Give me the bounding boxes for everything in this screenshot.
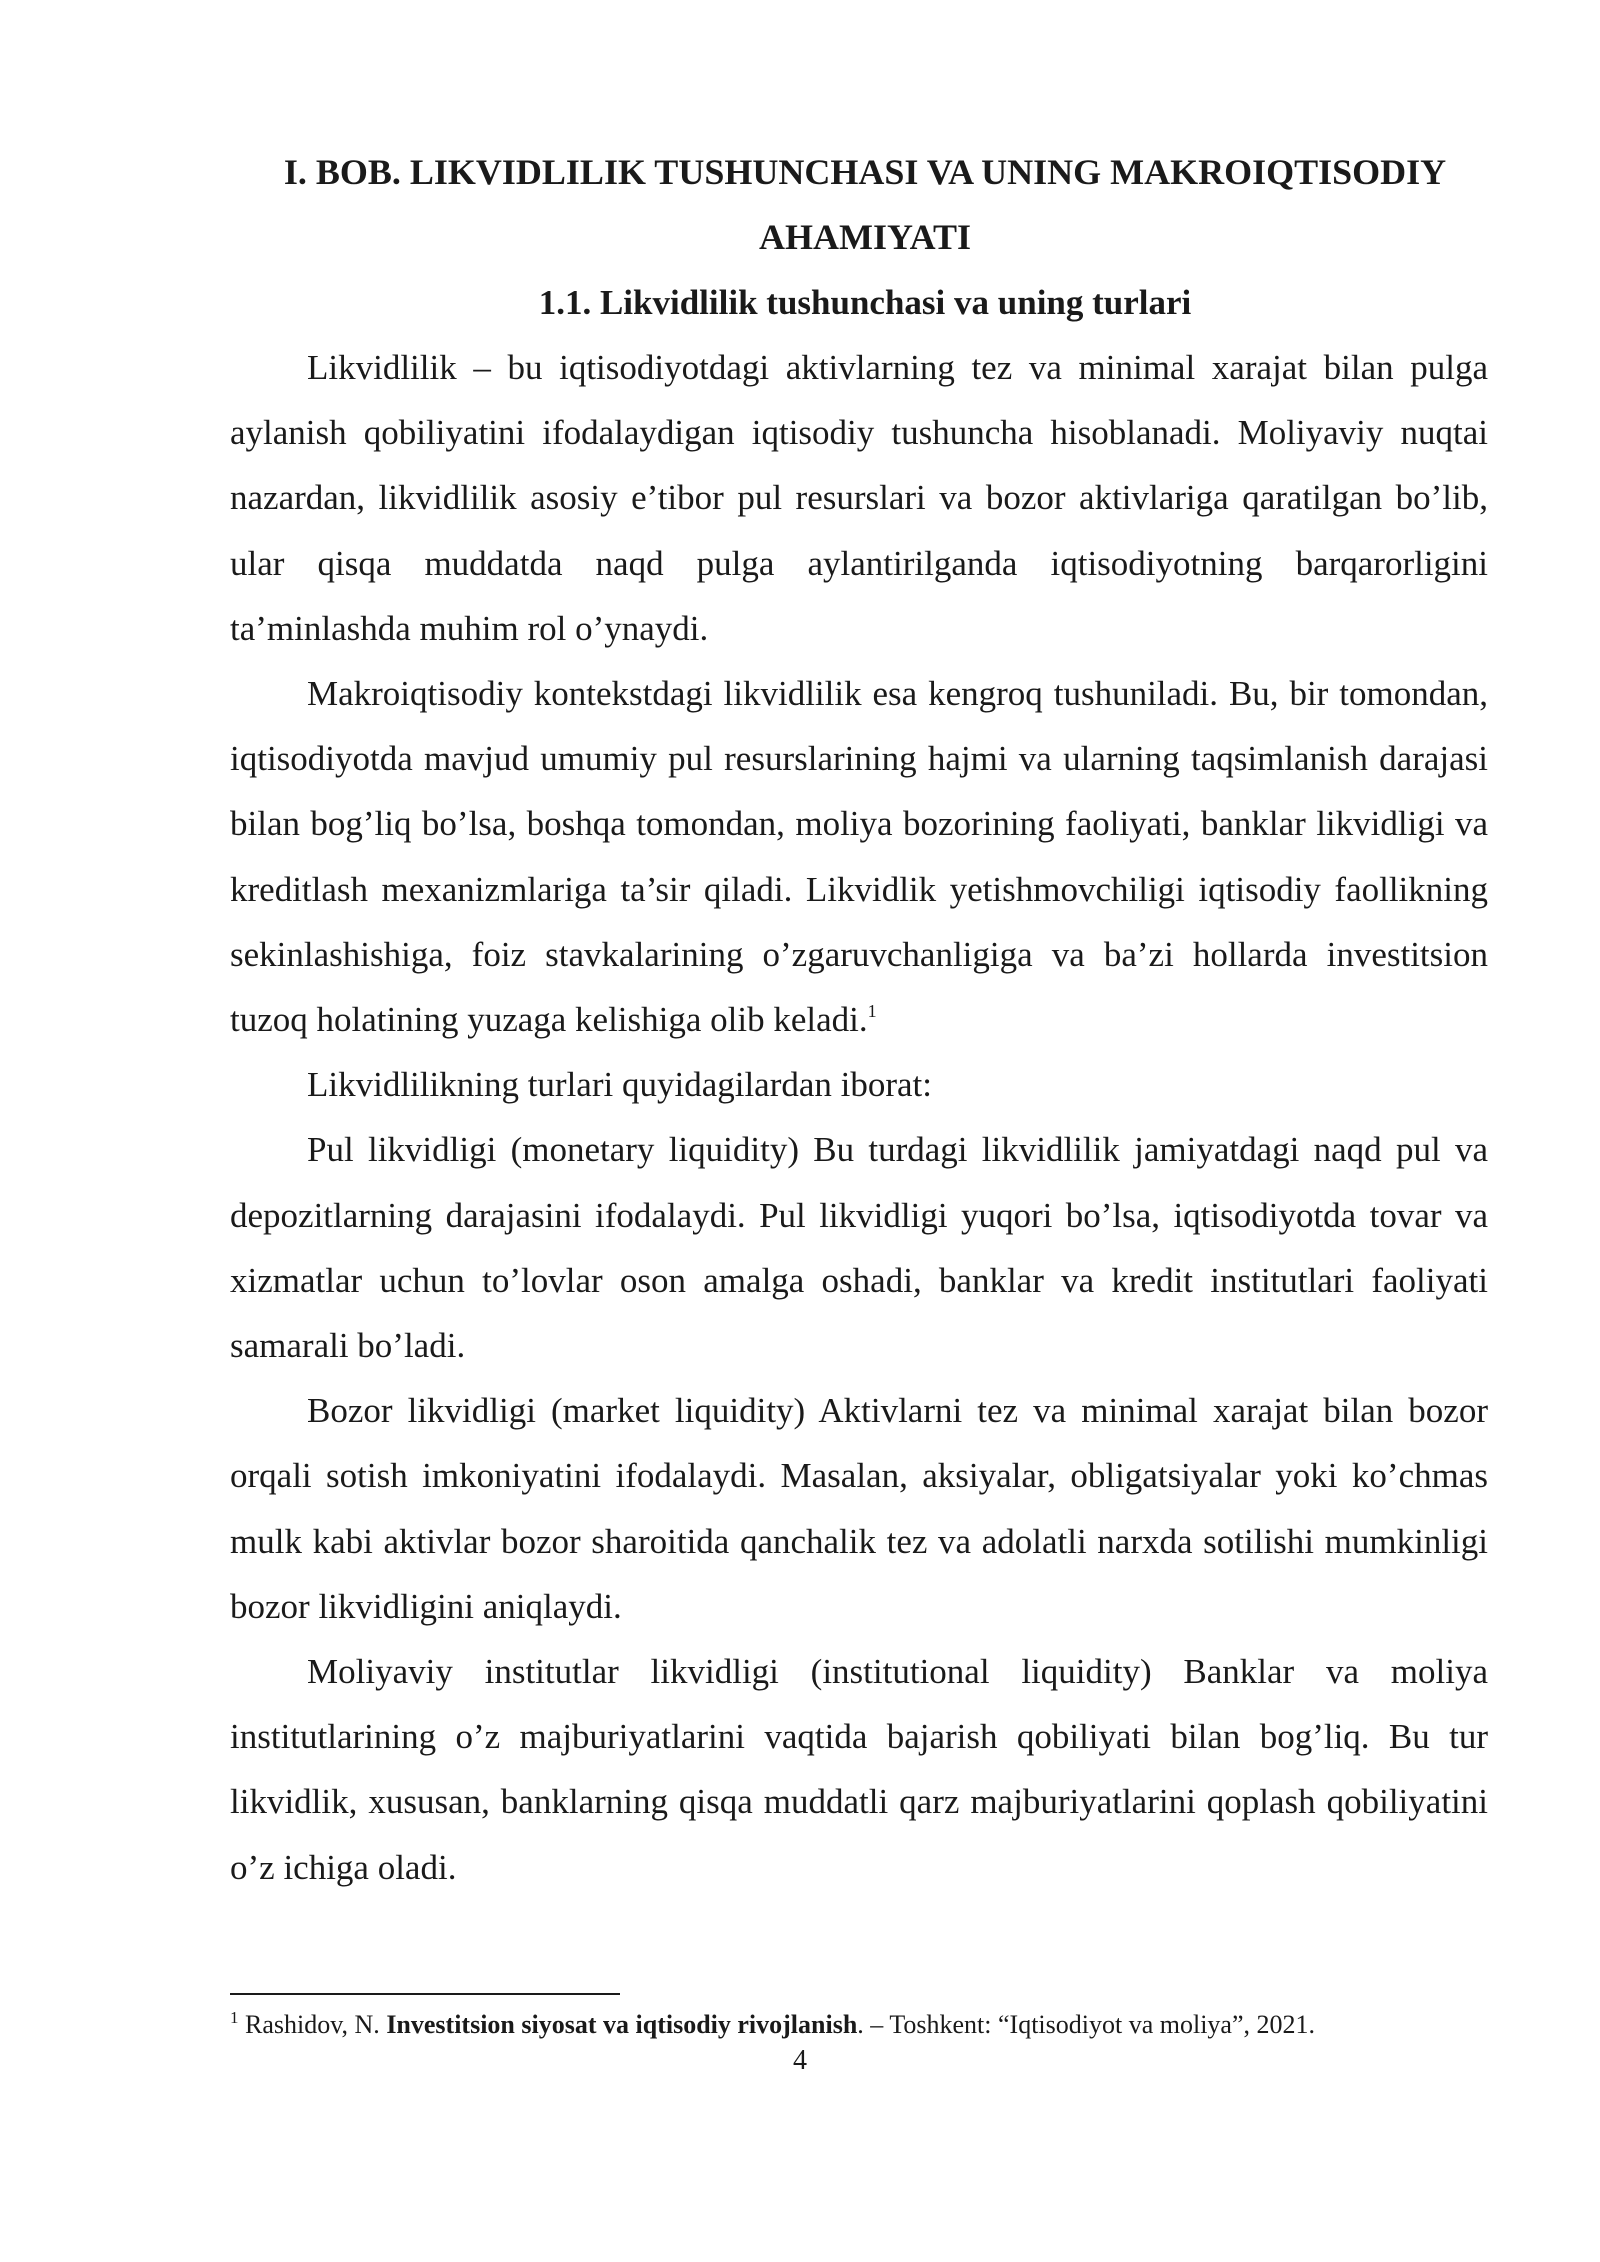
footnote — [230, 2005, 1530, 2045]
footnote-author: Rashidov, N. — [245, 2010, 380, 2039]
page-number: 4 — [793, 2045, 807, 2076]
footnote-reference[interactable]: 1 — [867, 1001, 877, 1022]
paragraph-definition: Likvidlilik – bu iqtisodiyotdagi aktivlarning tez va minimal xarajat bilan pulga aylanish qobiliyatini ifodalaydigan iqtisodiy tushuncha hisoblanadi. Moliyaviy nuqtai nazardan, likvidlilik asosiy e’tibor pul resurslari va bozor aktivlariga qaratilgan bo’lib, ular qisqa muddatda naqd pulga aylantirilganda iqtisodiyotning barqarorligini ta’minlashda muhim rol o’ynaydi. — [230, 348, 1488, 648]
footnote-separator — [230, 1993, 620, 1995]
paragraph-types-intro: Likvidlilikning turlari quyidagilardan iborat: — [307, 1065, 933, 1105]
paragraph-market-liquidity: Bozor likvidligi (market liquidity) Aktivlarni tez va minimal xarajat bilan bozor orqali sotish imkoniyatini ifodalaydi. Masalan, aksiyalar, obligatsiyalar yoki ko’chmas mulk kabi aktivlar bozor sharoitida qanchalik tez va adolatli narxda sotilishi mumkinligi bozor likvidligini aniqlaydi. — [230, 1391, 1488, 1626]
paragraph-institutional-liquidity: Moliyaviy institutlar likvidligi (institutional liquidity) Banklar va moliya institutlarining o’z majburiyatlarini vaqtida bajarish qobiliyati bilan bog’liq. Bu tur likvidlik, xususan, banklarning qisqa muddatli qarz majburiyatlarini qoplash qobiliyatini o’z ichiga oladi. — [230, 1652, 1488, 1887]
chapter-title-line-1: I. BOB. LIKVIDLILIK TUSHUNCHASI VA UNING MAKROIQTISODIY — [283, 152, 1447, 192]
section-title: 1.1. Likvidlilik tushunchasi va uning turlari — [538, 283, 1192, 322]
paragraph-monetary-liquidity: Pul likvidligi (monetary liquidity) Bu turdagi likvidlilik jamiyatdagi naqd pul va depozitlarning darajasini ifodalaydi. Pul likvidligi yuqori bo’lsa, iqtisodiyotda tovar va xizmatlar uchun to’lovlar oson amalga oshadi, banklar va kredit institutlari faoliyati samarali bo’ladi. — [230, 1130, 1488, 1366]
footnote-number: 1 — [230, 2008, 239, 2027]
footnote-publisher: . – Toshkent: “Iqtisodiyot va moliya”, 2021. — [857, 2010, 1316, 2039]
paragraph-macro-context-text: Makroiqtisodiy kontekstdagi likvidlilik esa kengroq tushuniladi. Bu, bir tomondan, iqtisodiyotda mavjud umumiy pul resurslarining hajmi va ularning taqsimlanish darajasi bilan bog’liq bo’lsa, boshqa tomondan, moliya bozorining faoliyati, banklar likvidligi va kreditlash mexanizmlariga ta’sir qiladi. Likvidlik yetishmovchiligi iqtisodiy faollikning sekinlashishiga, foiz stavkalarining o’zgaruvchanligiga va ba’zi hollarda investitsion tuzoq holatining yuzaga kelishiga olib keladi. — [230, 674, 1488, 1040]
page-body — [230, 140, 1488, 1900]
footnote-book-title: Investitsion siyosat va iqtisodiy rivojlanish — [386, 2010, 858, 2039]
chapter-title-line-2: AHAMIYATI — [758, 217, 972, 257]
paragraph-macro-context — [230, 661, 1488, 1052]
